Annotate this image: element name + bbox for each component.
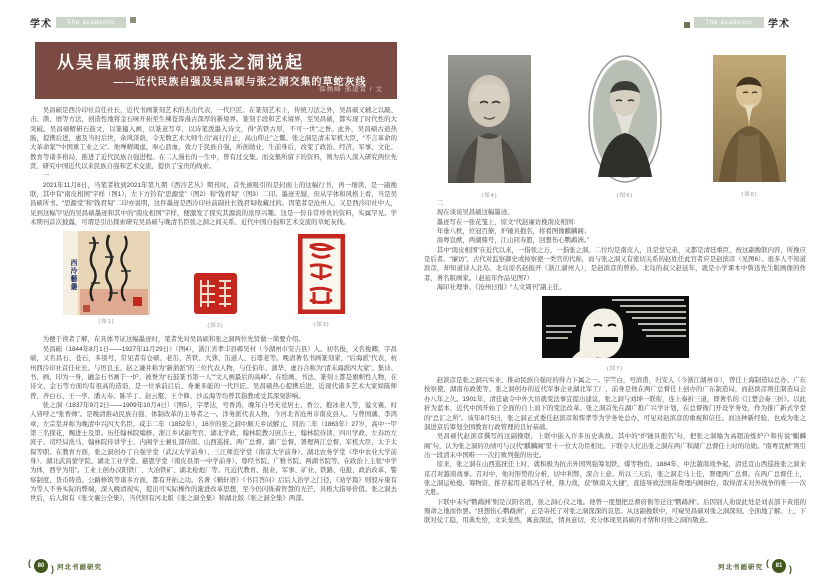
paragraph: 墨迹写在一张花笺上，原文“代赵廉访挽南皮相国：	[436, 218, 580, 226]
author-footnote: 海印社理事、《沧州日报》“人文周刊”副主任。	[436, 284, 566, 292]
paragraph: 吴昌硕是西泠印社首任社长，近代书画篆刻艺术的杰出代表，一代巨匠。在篆刻艺术上，传统刀法之外，吴昌硕又辅之以敲、击、凿、磨等方法，创造性地将金石味开拓至生辣苍浑漫古深厚的新境界。篆刻手段和艺术境界，至吴昌硕，都实现了时代性的大突破。吴昌硕精研石鼓文，以篆籀入画，以篆意写草，以诗笔泼墨入诗文，得“苦铁古厚，不可一世”之誉。此外，吴昌硕古道热肠，提携后进，惠及当时后世，余风泽荫，令无数艺术大师生出“高行行止，高山仰止”之慨。张之洞是清末军机大臣，“不言革命的大革命家”“中国重工业之父”。他殚精竭虑，呕心沥血，致力于民族自强，所创勋业，生前身后，改变了政治、经济、军事、文化、教育等诸多格局，推进了近代民族自强进程。在二人漫长的一生中，曾有过交集。而交集所留下的资料，则为后人深入研究两位先贤、研究中国近代以来民族自强和艺术交流，提供了宝贵的线索。	[30, 107, 397, 171]
journal-name: 河北书画研究	[718, 563, 763, 571]
figure-7-woodcut	[424, 296, 806, 374]
section-band-en: The academic	[694, 17, 764, 28]
page-number-badge: 80	[34, 559, 48, 573]
band-square-icon	[130, 17, 136, 23]
figure-3-seal-siyuantang	[298, 234, 345, 330]
section-label-cn: 学术	[768, 19, 790, 30]
section-mark-2: 二	[436, 200, 444, 207]
journal-cover-image	[63, 231, 150, 315]
page-number-badge: 81	[772, 559, 786, 573]
article-byline: 韩焕峰 邢凌霄 / 文	[319, 86, 383, 93]
right-figure-row	[410, 55, 820, 199]
sepia-portrait-photo-icon	[713, 55, 786, 182]
paragraph: 为便于读者了解，在具体考证这幅墨迹时，笔者先对吴昌硕和张之洞两位先贤做一简要介绍。	[42, 336, 305, 344]
left-page-body	[30, 106, 397, 504]
figure-caption: (图7)	[606, 365, 624, 372]
article-title-box	[35, 42, 397, 99]
section-band-en: The academic	[56, 17, 126, 28]
right-page-footer	[718, 558, 792, 574]
figure-5-zhang-zhidong-oval-portrait	[588, 55, 662, 199]
journal-name: 河北书画研究	[57, 563, 102, 571]
right-page-body	[424, 199, 806, 526]
figure-caption: (图6)	[741, 192, 758, 198]
paragraph: 现在谈谈吴昌硕这幅墨迹。	[436, 209, 514, 217]
left-page-footer	[28, 558, 102, 574]
red-tall-seal-icon	[298, 234, 345, 314]
figure-caption: (图4)	[481, 193, 498, 199]
figure-4-wu-changshuo-portrait	[448, 55, 531, 199]
left-page-header	[30, 15, 136, 30]
paragraph: 赵滨彦是张之洞兴实业、推动民族自强时的得力下属之一。字竺白，号滨甫，归安人（今浙江湖州市），曾任上海制造局总办、广东按察使、湖南布政使等。张之洞创办的近代军事企业湖北军工厂，前身是他在两广总督任上创办的广东制造局，而赵滨彦则任制造局会办八年之久。1901年，清廷谕令中外大员就变法事宜提出建议，张之洞与刘坤一联衔，连上奏折三道，即著名的《江楚会奏三折》。以此折为蓝本，近代中国开始了全面的自上而下的变法改革。张之洞首先在湖广推广兴学计划，在总督衙门开设学务处，作为推广新式学堂的“总汇之所”。该年8月5日，张之洞正式委任赵滨彦和恽孝等为学务处总办，可见对赵滨彦的重视和信任。而这种新经验，也成为张之洞进京后筹划全国教育行政管理的良好基础。	[424, 377, 806, 431]
red-square-seal-icon	[193, 272, 238, 315]
paragraph: 2021年11月8日，当笔者收到2021年第九期《西泠艺丛》期刊时，首先被吸引的是封面上的这幅行书，再一细读，是一副挽联，其中有“南皮相国”字样（图1），左下方钤有“思源堂”（图2）和“钱君匋”（图3）二印。墨迹无疑，但从字体和风格上看，当是吴昌硕所书。“思源堂”和“钱君匋”二印亦说明，这件墨迹是西泠印社前副社长钱君匋收藏过的。因笔者是沧州人，又是西泠印社中人，见到这幅罕见的吴昌硕墨迹和其中的“南皮相国”字样，便激发了探究其源流的浓厚兴趣。这是一份非常珍贵的资料，实属罕见。学术期刊首次披露，可谓是引出探索研究吴昌硕与晚清名臣张之洞之间关系、近代中国自强和艺术交流的草蛇灰线。	[30, 181, 397, 227]
paragraph: 吴昌硕（1844年8月1日——1927年11月29日）（图4），浙江省孝丰县鄣吴村（今湖州市安吉县）人。初名俊，又名俊卿，字昌硕，又名昌石、苍石，多别号，常见者有仓硕、老缶、苦铁、大聋、缶道人、石尊老等。晚清著名书画篆刻家，“后海派”代表，杭州西泠印社首任社长。与厉良玉、赵之谦并称为“新浙派”的三位代表人物，与任伯年、蒲华、虚谷合称为“清末海派四大家”。集诗、书、画、印为一身，融金石书画于一炉，被誉为“石鼓篆书第一人”“文人画最后的高峰”。在绘画、书法、篆刻上都是旗帜性人物，在诗文、金石等方面均有很高的造诣，是一位承前启后、身兼多能的一代巨匠。吴昌硕热心提携后进，近现代诸多艺术大家如陈师曾、齐白石、王一亭、潘天寿、陈半丁、赵云壑、王个簃、沙孟海等均曾其指教或受其深刻影响。	[30, 345, 397, 400]
couplet-line: 南粤宣猷，两湖鼎号，江山同寿愿，回想伤心鹦鹉洲。”	[436, 237, 590, 245]
figure-6-zhao-binyan-portrait	[713, 55, 786, 198]
figure-caption: (图2)	[207, 322, 224, 329]
footer-ornament: (	[766, 558, 769, 568]
footer-ornament: (	[28, 558, 31, 568]
figure-caption: (图3)	[313, 321, 330, 328]
oval-portrait-photo-icon	[588, 55, 662, 183]
band-square-icon	[684, 22, 690, 28]
footer-ornament: )	[789, 564, 792, 574]
paragraph: 张之洞（1837年9月2日——1909年10月4日）（图5），字孝达，号香涛，晚年自号无竞居士、香公、抱冰老人等，谥文襄，时人皆呼之“张香帅”。是晚清推动民族自强、体制改革的主导者之一。洋务派代表人物，今河北省沧州市南皮县人。与曾国藩、李鸿章、左宗棠并称为晚清中兴四大名臣。咸丰二年（1852年），16岁的张之洞中顺天乡试解元，同治二年（1863年）27岁，高中一甲第三名探花，赐进士及第。历任翰林院编修、浙江乡试副考官、湖北学政、翰林院教习庶吉士、翰林院侍读、四川学政、左春坊左庶子、司经局洗马、翰林院侍讲学士、内阁学士兼礼部侍郎、山西巡抚、两广总督、湖广总督、署理两江总督、军机大臣、太子太保等职。在教育方面，张之洞创办了自强学堂（武汉大学前身）、三江师范学堂（南京大学前身）、湖北农务学堂（华中农业大学前身）、湖北武昌蒙学院、湖北工业学堂、慈恩学堂（南皮县第一中学前身）、尊经书院、广雅书院、两湖书院等。在政治上主张“中学为体，西学为用”。工业上创办汉阳铁厂、大冶铁矿、湖北枪炮厂等。凡近代教育、报业、军事、矿业、铁路、电报、政治改革、警察制度、货币铸造、公路修筑等诸多方面，都有开拓之功。名著《輶轩语》《书目答问》启后人治学之门径，《劝学篇》则驳斥康有为等人不务实际的弊端，深入晚清现实，提出可实际操作的渐进改革思想，至今仍闪烁着智慧的光芒，具极大指导价值。张之洞去世后，后人辑有《张文襄公全集》，当代则有河北版《张之洞全集》和湖北版《张之洞全集》两部。	[30, 401, 397, 503]
bw-portrait-photo-icon	[448, 55, 531, 183]
paragraph: 吴昌硕代赵滨彦撰写的这副挽联，上联中嵌入许多历史典故。其中的“炉锤具抱名”句，把张之洞喻为高超冶炼炉户和传说“麒麟阁”句，认为张之洞的功绩可与汉代“麒麟阁”里十一位大功臣相比。下联令人忆出张之洞在两广和湖广总督任上时的功勋。“南粤宣猷”则引出一段清末中国唯一一次打败列强的历史。	[424, 433, 806, 459]
article-subtitle: ——近代民族自强及吴昌硕与张之洞交集的草蛇灰线	[113, 77, 367, 88]
paragraph: 原来，张之洞在山西巡抚任上时，就积极为抗击外国列强筹划铁、煤等物资。1884年，中法越南战争起，清廷宣山西巡抚张之洞来京召对越南战事。召对中，他对形势的分析，切中利弊，深合上意。所以三天后，张之洞走马上任，署理两广总督。在两广总督任上，张之洞运枪炮、筹物资、推荐起用老将冯子材，鼎力战，获“镇南关大捷”，直接导致法国茹费理内阁倒台，取得清末对外战争的唯一一次大胜。	[424, 461, 806, 497]
figure-2-seal-qianjuntao	[193, 272, 238, 331]
figure-caption: (图5)	[616, 193, 634, 199]
left-figure-row	[30, 231, 397, 333]
section-mark-1: 一	[42, 172, 50, 180]
paragraph: 其中“南皮相国”在近代以来，一指张之万，一指张之洞。二位均是南皮人，且是堂兄弟，又都是清廷重臣，按这副挽联内容，所挽应是后者。“廉访”，古代对监察御史或按察使一类官的代称，而与张之洞又有密切关系的赵姓任此官者应是赵滨彦（见图6）。很多人不知道滨彦，却知道诗人北岛。北岛原名赵振开（浙江湖州人），是赵滨彦的曾孙。北岛的叔父赵延年，就是小学课本中鲁迅先生版画像的作者，著名版画家。（赵延年作品见图7）	[424, 246, 806, 282]
right-page-header	[684, 15, 790, 30]
luxun-woodcut-print-icon	[542, 296, 689, 358]
footer-ornament: )	[51, 564, 54, 574]
article-title: 从吴昌硕撰联代挽张之洞说起	[57, 53, 304, 72]
paragraph: 下联中末句“鹦鹉洲”则是汉阳名胜，张之洞心仪之地。他曾一度想把总督府衙等迁往“鹦鹉洲”。后因别人劝说此处是刘表部下黄祖的殒命之地而作罢。“回想伤心鹦鹉洲”，正是寄托了对张之洞深深的哀思。从这副挽联中，可窥吴昌硕对张之洞深刻、全面地了解。上、下联对仗工稳，用典允恰，文采斐然，寓意深远，情真意切，充分体现吴昌硕的才情和对张之洞的敬意。	[424, 498, 806, 525]
figure-1-journal-cover	[63, 231, 150, 327]
couplet-line: 年垂八秩，位冠百僚，炉锤具抱名，将看图像麒麟阁；	[436, 228, 591, 236]
journal-cover-spine-title: 西泠藝叢	[63, 231, 78, 315]
figure-caption: (图1)	[98, 319, 115, 326]
section-label-cn: 学术	[30, 19, 52, 30]
